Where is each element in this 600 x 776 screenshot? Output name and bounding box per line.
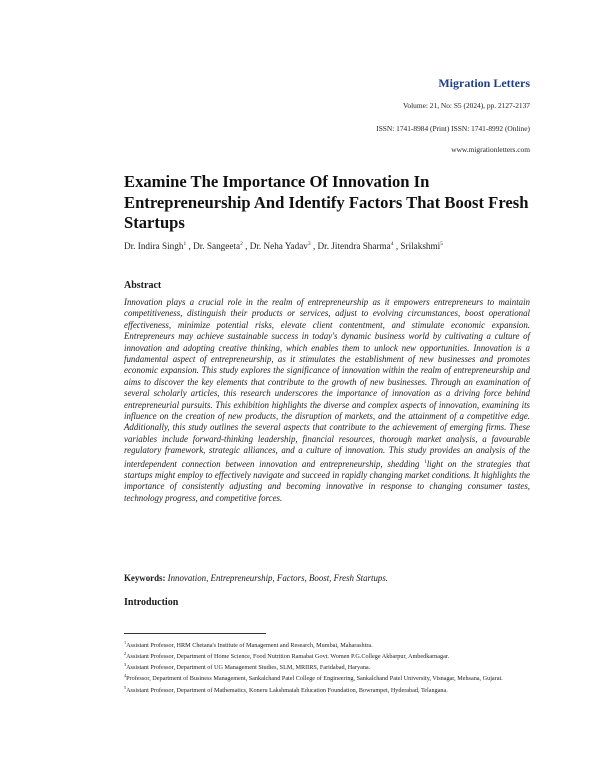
author-separator: , [242,241,250,252]
keywords-label: Keywords: [124,573,166,583]
introduction-heading: Introduction [124,597,179,608]
author-affiliation-mark: 3 [307,241,311,247]
author-name: Dr. Sangeeta [193,241,241,252]
footnote [124,672,530,683]
footnote-mark: 4 [124,673,127,679]
footnote-mark: 1 [124,640,127,645]
author-name: Dr. Jitendra Sharma [317,241,391,252]
footnote [124,661,530,672]
footnote-text: Assistant Professor, HRM Chetana's Institute of Management and Research, Mumbai, Maharashtra. [126,642,373,650]
author-affiliation-mark: 2 [240,241,243,247]
author-affiliation-mark: 4 [390,241,394,247]
author-affiliation-mark: 5 [440,241,443,247]
abstract-footnote-mark: 1 [424,459,427,465]
abstract-body [124,297,530,504]
footnote-mark: 5 [124,684,127,690]
footnote-text: Assistant Professor, Department of UG Management Studies, SLM, MRIIRS, Faridabad, Haryana. [126,664,371,672]
footnote-text: Assistant Professor, Department of Mathematics, Koneru Lakshmaiah Education Foundation, Bowrampet, Hyderabad, Telangana. [126,686,448,694]
abstract-text: Innovation plays a crucial role in the realm of entrepreneurship as it empowers entrepreneurs to maintain competitiveness, distinguish their products or services, adjust to evolving circumstances, boost operational effectiveness, minimize potential risks, elevate client contentment, and stimulate economic expansion. Entrepreneurs may achieve sustainable success in today's dynamic business world by cultivating a culture of innovation and adopting creative thinking, which enables them to unlock new opportunities. Innovation is a fundamental aspect of entrepreneurship, as it stimulates the establishment of new businesses and promotes economic expansion. This study explores the significance of innovation within the realm of entrepreneurship and aims to discover the key elements that contribute to the growth of new businesses. Through an examination of several scholarly articles, this research underscores the importance of innovation as a driving force behind entrepreneurial pursuits. This exhibition highlights the diverse and complex aspects of innovation, examining its influence on the creation of new products, the disruption of markets, and the attainment of a competitive edge. Additionally, this study outlines the several aspects that contribute to the achievement of emerging firms. These variables include forward-thinking leadership, financial resources, thorough market analysis, a favourable regulatory framework, strategic alliances, and a culture of innovation. This study provides an analysis of the interdependent connection between innovation and entrepreneurship, shedding [124,297,530,469]
footnote [124,684,530,695]
author-name: Srilakshmi [400,241,441,252]
keywords [124,573,530,583]
paper-title: Examine The Importance Of Innovation In Entrepreneurship And Identify Factors That Boost Fresh Startups [124,172,529,232]
author-name: Dr. Indira Singh [124,241,184,252]
author-separator: , [310,241,318,252]
footnote-text: Professor, Department of Business Management, Sankalchand Patel College of Engineering, Sankalchand Patel University, Visnagar, Mehsana, Gujarat. [126,675,503,683]
abstract-heading: Abstract [124,280,162,291]
footnote-divider [124,633,266,634]
author-separator: , [186,241,194,252]
keywords-text: Innovation, Entrepreneurship, Factors, Boost, Fresh Startups. [165,573,389,583]
footnote-mark: 3 [124,662,127,668]
footnote-mark: 2 [124,651,127,657]
author-affiliation-mark: 1 [183,241,187,247]
author-list [124,241,544,251]
author-separator: , [393,241,401,252]
footnotes [124,639,530,695]
journal-website: www.migrationletters.com [451,145,530,154]
abstract-text-continued: light on the strategies that startups might employ to effectively navigate and succeed in rapidly changing market conditions. It highlights the importance of consistently adjusting and becoming innovative in response to changing consumer tastes, technology progress, and competitive forces. [124,458,530,503]
footnote [124,639,530,650]
footnote [124,650,530,661]
footnote-text: Assistant Professor, Department of Home Science, Food Nutrition Ramabai Govt. Women P.G.College Akbarpur, Ambedkarnagar. [126,653,450,661]
volume-info: Volume: 21, No: S5 (2024), pp. 2127-2137 [403,101,530,110]
journal-name: Migration Letters [438,76,530,90]
issn-info: ISSN: 1741-8984 (Print) ISSN: 1741-8992 (Online) [376,124,530,133]
author-name: Dr. Neha Yadav [249,241,308,252]
